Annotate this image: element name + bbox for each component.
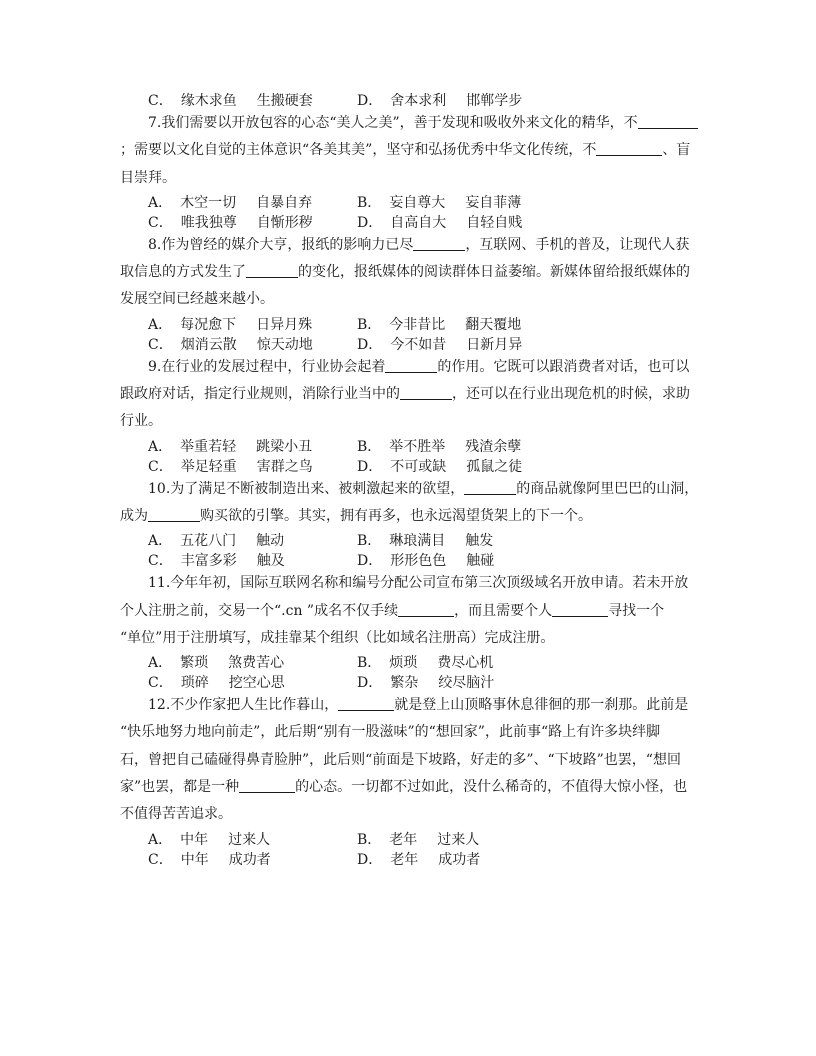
- q12-option-a: A． 中年 过来人: [148, 831, 271, 848]
- q9-option-a: A． 举重若轻 跳梁小丑: [148, 438, 313, 455]
- q11-stem-line-3: “单位”用于注册填写，成挂靠某个组织（比如域名注册高）完成注册。: [120, 629, 555, 646]
- answer-blank: [413, 236, 465, 251]
- answer-blank: [400, 385, 452, 400]
- q7-option-c: C． 唯我独尊 自惭形秽: [148, 214, 313, 231]
- q8-option-c: C． 烟消云散 惊天动地: [148, 336, 313, 353]
- q9-option-d: D． 不可或缺 孤鼠之徒: [357, 458, 523, 475]
- q12-options-row-1: [120, 829, 698, 849]
- answer-blank: [239, 778, 295, 793]
- q11-stem-line-2: 个人注册之前，交易一个“.cn ”成名不仅手续 ，而且需要个人 寻找一个: [120, 602, 665, 619]
- q7-stem-line-2: ；需要以文化自觉的主体意识“各美其美”，坚守和弘扬优秀中华文化传统，不 、盲: [120, 142, 691, 159]
- q7-stem-line-1: 7.我们需要以开放包容的心态“美人之美”，善于发现和吸收外来文化的精华，不: [120, 110, 698, 137]
- q10-options-row-1: [120, 530, 698, 550]
- question-list: [120, 90, 698, 869]
- q7-option-a: A． 木空一切 自暴自弃: [148, 194, 313, 211]
- q12-stem-line-5: 不值得苦苦追求。: [120, 806, 232, 823]
- answer-blank: [464, 480, 516, 495]
- q12-option-d: D． 老年 成功者: [357, 851, 481, 868]
- q12-option-b: B． 老年 过来人: [357, 831, 480, 848]
- q9-option-b: B． 举不胜举 残渣余孽: [357, 438, 522, 455]
- q10-stem-line-1: 10.为了满足不断被制造出来、被刺激起来的欲望， 的商品就像阿里巴巴的山洞，: [148, 480, 698, 497]
- q8-options-row-1: [120, 314, 698, 334]
- q8-option-d: D． 今不如昔 日新月异: [357, 336, 523, 353]
- q7-option-d: D． 自高自大 自轻自贱: [357, 214, 523, 231]
- q8-option-b: B． 今非昔比 翻天覆地: [357, 316, 522, 333]
- q7-option-b: B． 妄自尊大 妄自菲薄: [357, 194, 522, 211]
- answer-blank: [638, 114, 698, 129]
- q11-options-row-2: [120, 672, 698, 692]
- q6-option-d: D． 舍本求利 邯郸学步: [357, 93, 523, 109]
- answer-blank: [596, 141, 662, 156]
- q8-stem-line-2: 取信息的方式发生了 的变化，报纸媒体的阅读群体日益萎缩。新媒体留给报纸媒体的: [120, 264, 690, 281]
- q11-option-a: A． 繁琐 煞费苦心: [148, 655, 285, 672]
- q12-option-c: C． 中年 成功者: [148, 851, 271, 868]
- q9-options-row-1: [120, 436, 698, 456]
- q12-stem-line-3: 石，曾把自己磕碰得鼻青脸肿”，此后则“前面是下坡路，好走的多”、“下坡路”也罢，“想回: [120, 751, 681, 768]
- answer-blank: [338, 696, 394, 711]
- answer-blank: [398, 602, 454, 617]
- q11-option-d: D． 繁杂 绞尽脑汁: [357, 675, 495, 692]
- q10-option-c: C． 丰富多彩 触及: [148, 553, 285, 570]
- q7-options-row-2: [120, 212, 698, 232]
- answer-blank: [148, 507, 200, 522]
- q12-stem-line-1: 12.不少作家把人生比作暮山， 就是登上山顶略事休息徘徊的那一刹那。此前是: [148, 697, 689, 714]
- q8-options-row-2: [120, 334, 698, 354]
- q11-option-c: C． 琐碎 挖空心思: [148, 675, 285, 692]
- q12-stem-line-4: 家”也罢，都是一种 的心态。一切都不过如此，没什么稀奇的，不值得大惊小怪，也: [120, 779, 688, 796]
- q10-stem-line-2: 成为 购买欲的引擎。其实，拥有再多，也永远渴望货架上的下一个。: [120, 507, 592, 524]
- q10-option-b: B． 琳琅满目 触发: [357, 533, 494, 550]
- q8-stem-line-3: 发展空间已经越来越小。: [120, 291, 274, 308]
- answer-blank: [552, 602, 608, 617]
- q9-stem-line-3: 行业。: [120, 413, 162, 430]
- q8-option-a: A． 每况愈下 日异月殊: [148, 316, 313, 333]
- q10-option-a: A． 五花八门 触动: [148, 533, 285, 550]
- q9-stem-line-1: 9.在行业的发展过程中，行业协会起着 的作用。它既可以跟消费者对话，也可以: [148, 358, 690, 375]
- q8-stem-line-1: 8.作为曾经的媒介大亨，报纸的影响力已尽 ，互联网、手机的普及，让现代人获: [148, 236, 690, 253]
- answer-blank: [385, 358, 437, 373]
- q6-options-row-2: [120, 90, 698, 110]
- q9-option-c: C． 举足轻重 害群之鸟: [148, 458, 313, 475]
- q10-option-d: D． 形形色色 触碰: [357, 553, 495, 570]
- q12-options-row-2: [120, 849, 698, 869]
- q6-option-c: C． 缘木求鱼 生搬硬套: [148, 93, 313, 109]
- q7-options-row-1: [120, 192, 698, 212]
- q11-option-b: B． 烦琐 费尽心机: [357, 655, 494, 672]
- q11-options-row-1: [120, 652, 698, 672]
- answer-blank: [246, 263, 298, 278]
- q9-stem-line-2: 跟政府对话，指定行业规则，消除行业当中的 ，还可以在行业出现危机的时候，求助: [120, 386, 690, 403]
- q12-stem-line-2: “快乐地努力地向前走”，此后期“别有一股滋味”的“想回家”，此前事“路上有许多块绊脚: [120, 724, 661, 741]
- q7-stem-line-3: 目崇拜。: [120, 169, 176, 186]
- q10-options-row-2: [120, 550, 698, 570]
- q9-options-row-2: [120, 456, 698, 476]
- q11-stem-line-1: 11.今年年初，国际互联网名称和编号分配公司宣布第三次顶级域名开放申请。若未开放: [148, 575, 689, 592]
